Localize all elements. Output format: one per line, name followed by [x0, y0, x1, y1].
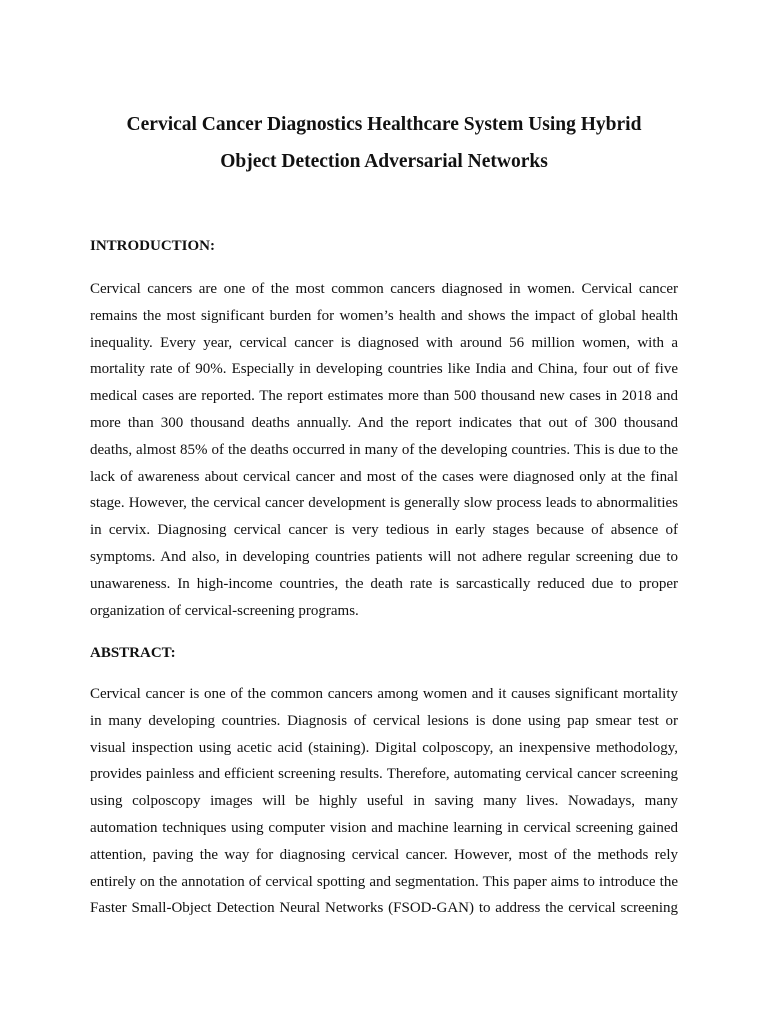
paper-title — [60, 106, 708, 180]
paragraph-line: more than 300 thousand deaths annually. And the report indicates that out of 300 thousand — [90, 414, 678, 431]
paragraph-line: Cervical cancer is one of the common cancers among women and it causes significant mortality — [90, 686, 678, 702]
paragraph-line: automation techniques using computer vision and machine learning in cervical screening gained — [90, 819, 678, 836]
paragraph-line: visual inspection using acetic acid (staining). Digital colposcopy, an inexpensive methodology, — [90, 739, 678, 756]
paragraph-line: Faster Small-Object Detection Neural Networks (FSOD-GAN) to address the cervical screening — [90, 900, 678, 917]
abstract-heading: ABSTRACT: — [90, 645, 176, 661]
paragraph-line: remains the most significant burden for women’s health and shows the impact of global health — [90, 307, 678, 324]
paragraph-line: using colposcopy images will be highly useful in saving many lives. Nowadays, many — [90, 793, 678, 810]
paragraph-line: unawareness. In high-income countries, the death rate is sarcastically reduced due to proper — [90, 575, 678, 592]
abstract-paragraph — [90, 681, 678, 922]
paragraph-line: inequality. Every year, cervical cancer is diagnosed with around 56 million women, with a — [90, 334, 678, 351]
paragraph-line: organization of cervical-screening programs. — [90, 602, 359, 619]
paragraph-line: symptoms. And also, in developing countries patients will not adhere regular screening due to — [90, 548, 678, 565]
paragraph-line: in cervix. Diagnosing cervical cancer is very tedious in early stages because of absence of — [90, 522, 678, 539]
paper-title-line-2: Object Detection Adversarial Networks — [220, 151, 548, 172]
introduction-heading: INTRODUCTION: — [90, 238, 216, 254]
paragraph-line: attention, paving the way for diagnosing cervical cancer. However, most of the methods rely — [90, 846, 678, 863]
paper-title-line-1: Cervical Cancer Diagnostics Healthcare System Using Hybrid — [126, 114, 642, 135]
introduction-paragraph — [90, 276, 678, 624]
paragraph-line: lack of awareness about cervical cancer and most of the cases were diagnosed only at the final — [90, 468, 678, 485]
paragraph-line: in many developing countries. Diagnosis of cervical lesions is done using pap smear test or — [90, 712, 678, 729]
paragraph-line: Cervical cancers are one of the most common cancers diagnosed in women. Cervical cancer — [90, 281, 678, 297]
paragraph-line: mortality rate of 90%. Especially in developing countries like India and China, four out of five — [90, 361, 678, 378]
paragraph-line: medical cases are reported. The report estimates more than 500 thousand new cases in 2018 and — [90, 388, 678, 405]
paragraph-line: deaths, almost 85% of the deaths occurred in many of the developing countries. This is due to the — [90, 441, 678, 458]
paragraph-line: provides painless and efficient screening results. Therefore, automating cervical cancer screening — [90, 766, 678, 783]
paragraph-line: stage. However, the cervical cancer development is generally slow process leads to abnormalities — [90, 495, 678, 512]
paragraph-line: entirely on the annotation of cervical spotting and segmentation. This paper aims to introduce the — [90, 873, 678, 890]
